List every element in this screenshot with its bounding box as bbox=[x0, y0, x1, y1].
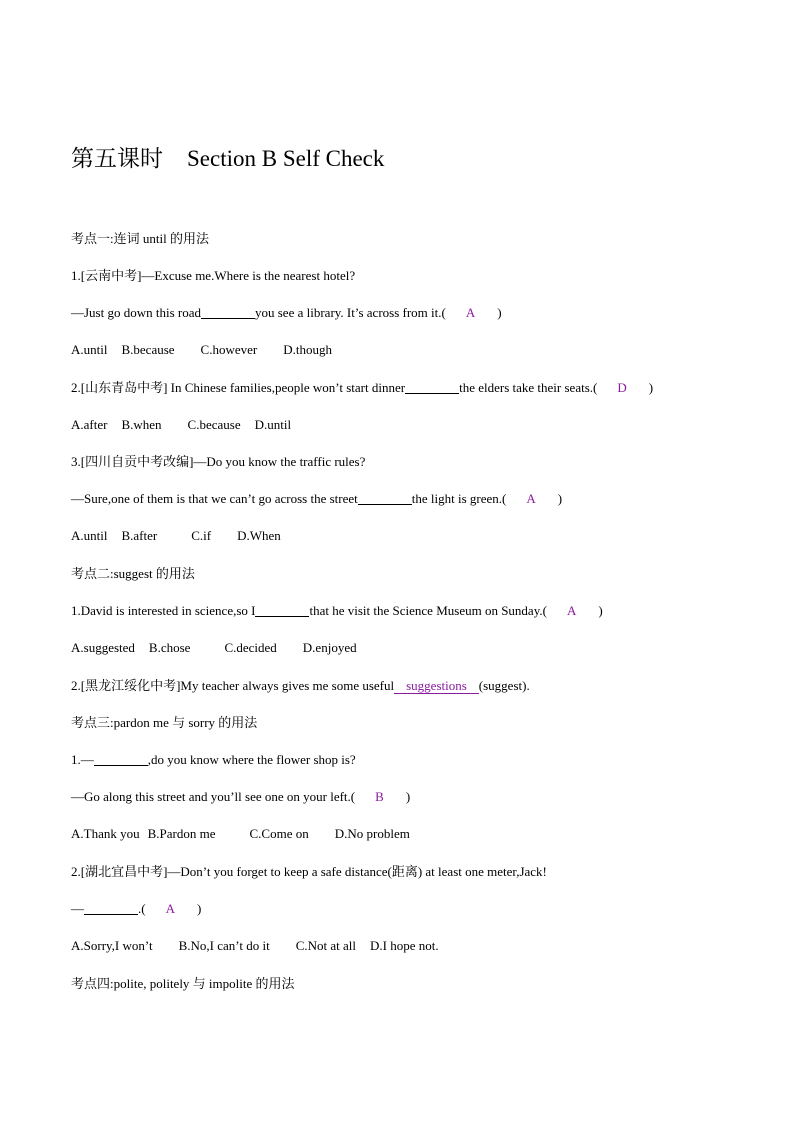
close-paren: ) bbox=[196, 901, 202, 916]
option-c: C.if bbox=[191, 528, 212, 543]
option-d: D.though bbox=[283, 342, 332, 357]
answer-choice: B bbox=[375, 789, 384, 804]
question-text: —Sure,one of them is that we can’t go across the street bbox=[71, 491, 358, 506]
option-c: C.Not at all bbox=[295, 938, 357, 953]
question-prompt: 2.[湖北宜昌中考]—Don’t you forget to keep a safe distance(距离) at least one meter,Jack! bbox=[71, 864, 547, 879]
question-text: ,do you know where the flower shop is? bbox=[147, 752, 356, 767]
option-c: C.because bbox=[187, 417, 241, 432]
question-text: the light is green.( bbox=[411, 491, 507, 506]
option-b: B.No,I can’t do it bbox=[178, 938, 270, 953]
question-text: 1.David is interested in science,so I bbox=[71, 603, 256, 618]
answer-blank bbox=[94, 753, 148, 766]
options-row bbox=[71, 528, 281, 544]
close-paren: ) bbox=[405, 789, 411, 804]
option-b: B.after bbox=[121, 528, 158, 543]
option-d: D.No problem bbox=[334, 826, 410, 841]
section-heading-2: 考点二:suggest 的用法 bbox=[71, 566, 195, 581]
question-line bbox=[71, 678, 530, 694]
option-a: A.after bbox=[71, 417, 108, 432]
options-row bbox=[71, 640, 357, 656]
question-line bbox=[71, 789, 410, 805]
close-paren: ) bbox=[648, 380, 654, 395]
option-d: D.until bbox=[254, 417, 292, 432]
section-heading-4: 考点四:polite, politely 与 impolite 的用法 bbox=[71, 976, 295, 991]
options-row bbox=[71, 938, 439, 954]
question-prompt: 3.[四川自贡中考改编]—Do you know the traffic rules? bbox=[71, 454, 366, 469]
options-row bbox=[71, 826, 410, 842]
option-d: D.When bbox=[237, 528, 281, 543]
answer-choice: A bbox=[566, 603, 577, 618]
answer-choice: A bbox=[165, 901, 175, 916]
question-text: 2.[山东青岛中考] In Chinese families,people won’t start dinner bbox=[71, 380, 406, 395]
question-text: that he visit the Science Museum on Sunday.( bbox=[309, 603, 547, 618]
option-c: C.Come on bbox=[249, 826, 309, 841]
option-a: A.Sorry,I won’t bbox=[71, 938, 153, 953]
answer-blank bbox=[405, 381, 459, 394]
question-text: the elders take their seats.( bbox=[459, 380, 598, 395]
question-text: —Just go down this road bbox=[71, 305, 201, 320]
question-text: — bbox=[71, 901, 84, 916]
option-d: D.enjoyed bbox=[302, 640, 357, 655]
answer-choice: A bbox=[465, 305, 476, 320]
close-paren: ) bbox=[557, 491, 563, 506]
section-heading-1: 考点一:连词 until 的用法 bbox=[71, 231, 209, 246]
question-line bbox=[71, 901, 201, 917]
question-prompt: 1.[云南中考]—Excuse me.Where is the nearest hotel? bbox=[71, 268, 356, 283]
option-a: A.Thank you bbox=[71, 826, 140, 841]
option-a: A.until bbox=[71, 528, 108, 543]
option-b: B.chose bbox=[148, 640, 191, 655]
question-text: 1.— bbox=[71, 752, 94, 767]
answer-blank bbox=[201, 306, 255, 319]
option-c: C.decided bbox=[224, 640, 277, 655]
question-line bbox=[71, 491, 562, 507]
answer-blank bbox=[84, 902, 138, 915]
option-c: C.however bbox=[200, 342, 258, 357]
close-paren: ) bbox=[497, 305, 502, 320]
page-title-lesson: 第五课时 bbox=[71, 146, 163, 171]
option-d: D.I hope not. bbox=[370, 938, 439, 953]
question-line bbox=[71, 603, 603, 619]
question-text: you see a library. It’s across from it.( bbox=[255, 305, 446, 320]
question-text: (suggest). bbox=[478, 678, 530, 693]
section-heading-3: 考点三:pardon me 与 sorry 的用法 bbox=[71, 715, 258, 730]
answer-choice: A bbox=[526, 491, 536, 506]
answer-blank bbox=[255, 604, 309, 617]
question-text: 2.[黑龙江绥化中考]My teacher always gives me some useful bbox=[71, 678, 395, 693]
page-title-section: Section B Self Check bbox=[187, 146, 385, 171]
question-line bbox=[71, 380, 653, 396]
option-b: B.Pardon me bbox=[147, 826, 216, 841]
option-b: B.because bbox=[121, 342, 175, 357]
options-row bbox=[71, 417, 291, 433]
page-title bbox=[71, 140, 384, 173]
option-a: A.suggested bbox=[71, 640, 135, 655]
close-paren: ) bbox=[598, 603, 603, 618]
option-b: B.when bbox=[121, 417, 162, 432]
filled-answer: suggestions bbox=[394, 679, 479, 694]
option-a: A.until bbox=[71, 342, 108, 357]
question-text: —Go along this street and you’ll see one on your left.( bbox=[71, 789, 356, 804]
answer-blank bbox=[358, 492, 412, 505]
answer-choice: D bbox=[617, 380, 627, 395]
question-line bbox=[71, 752, 356, 768]
question-text: .( bbox=[138, 901, 146, 916]
question-line bbox=[71, 305, 502, 321]
options-row bbox=[71, 342, 332, 358]
